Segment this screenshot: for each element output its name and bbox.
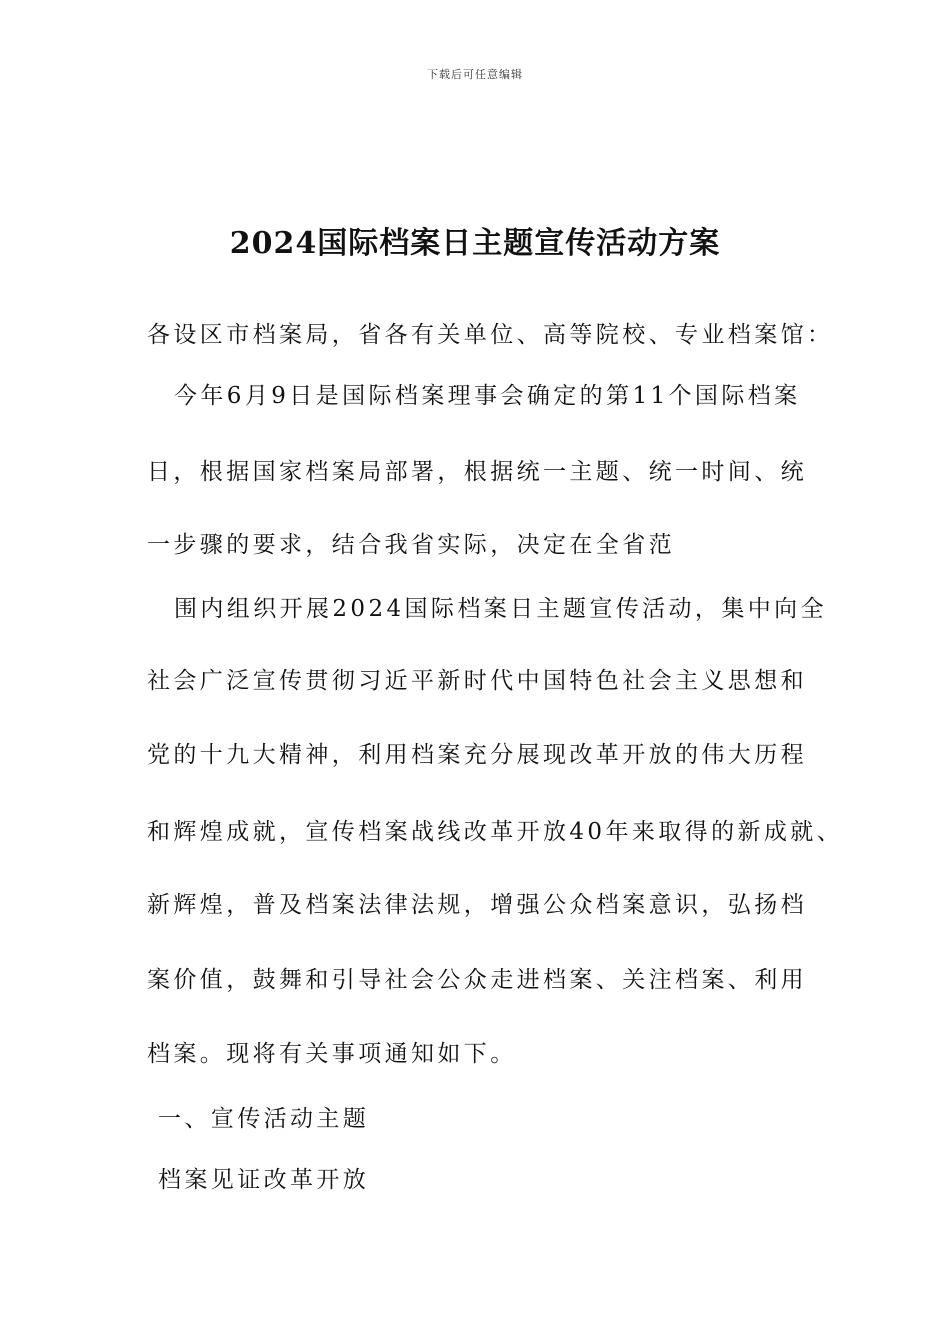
salutation-line: 各设区市档案局，省各有关单位、高等院校、专业档案馆： xyxy=(147,322,834,348)
paragraph-line: 社会广泛宣传贯彻习近平新时代中国特色社会主义思想和 xyxy=(147,668,807,694)
paragraph-line: 今年6月9日是国际档案理事会确定的第11个国际档案 xyxy=(174,383,801,409)
paragraph-line: 日，根据国家档案局部署，根据统一主题、统一时间、统 xyxy=(147,459,807,485)
document-title: 2024国际档案日主题宣传活动方案 xyxy=(229,226,721,261)
section-content: 档案见证改革开放 xyxy=(158,1167,370,1193)
paragraph-line: 案价值，鼓舞和引导社会公众走进档案、关注档案、利用 xyxy=(147,967,807,993)
header-note: 下载后可任意编辑 xyxy=(427,68,523,81)
paragraph-line: 新辉煌，普及档案法律法规，增强公众档案意识，弘扬档 xyxy=(147,892,807,918)
paragraph-line: 党的十九大精神，利用档案充分展现改革开放的伟大历程 xyxy=(147,742,807,768)
section-heading: 一、宣传活动主题 xyxy=(158,1106,370,1132)
paragraph-line: 档案。现将有关事项通知如下。 xyxy=(147,1041,517,1067)
paragraph-line: 和辉煌成就，宣传档案战线改革开放40年来取得的新成就、 xyxy=(147,819,844,845)
paragraph-line: 一步骤的要求，结合我省实际，决定在全省范 xyxy=(147,532,675,558)
paragraph-line: 围内组织开展2024国际档案日主题宣传活动，集中向全 xyxy=(174,596,827,622)
